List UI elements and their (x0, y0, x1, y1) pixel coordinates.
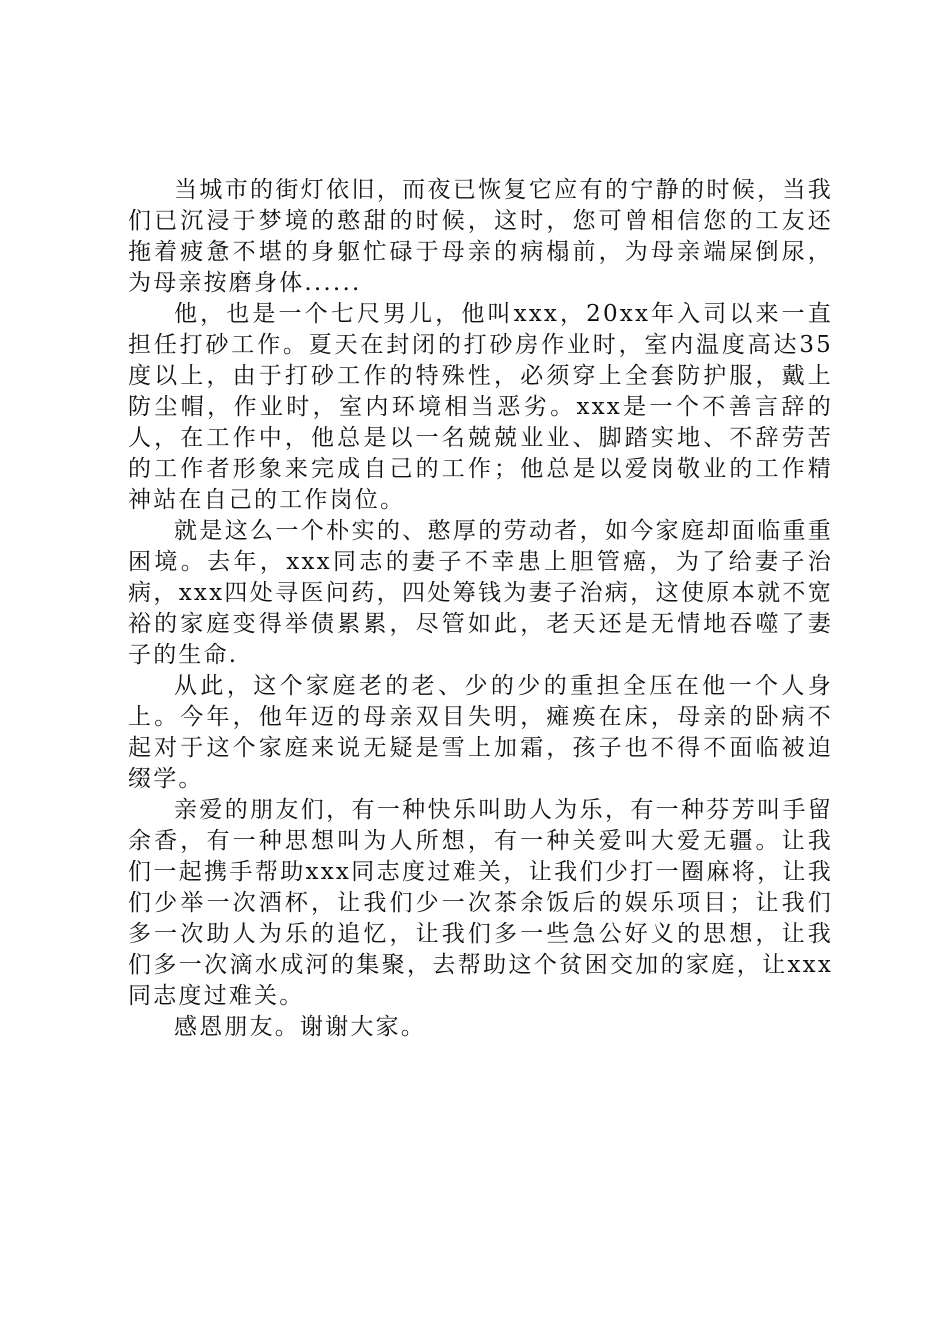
paragraph-1: 当城市的街灯依旧，而夜已恢复它应有的宁静的时候，当我们已沉浸于梦境的憨甜的时候，这时，您可曾相信您的工友还拖着疲惫不堪的身躯忙碌于母亲的病榻前，为母亲端屎倒尿，为母亲按磨身体...... (128, 177, 833, 296)
paragraph-2: 他，也是一个七尺男儿，他叫xxx，20xx年入司以来一直担任打砂工作。夏天在封闭的打砂房作业时，室内温度高达35度以上，由于打砂工作的特殊性，必须穿上全套防护服，戴上防尘帽，作业时，室内环境相当恶劣。xxx是一个不善言辞的人，在工作中，他总是以一名兢兢业业、脚踏实地、不辞劳苦的工作者形象来完成自己的工作；他总是以爱岗敬业的工作精神站在自己的工作岗位。 (128, 301, 833, 513)
paragraph-4: 从此，这个家庭老的老、少的少的重担全压在他一个人身上。今年，他年迈的母亲双目失明，瘫痪在床，母亲的卧病不起对于这个家庭来说无疑是雪上加霜，孩子也不得不面临被迫缀学。 (128, 673, 833, 792)
paragraph-3: 就是这么一个朴实的、憨厚的劳动者，如今家庭却面临重重困境。去年，xxx同志的妻子不幸患上胆管癌，为了给妻子治病，xxx四处寻医问药，四处筹钱为妻子治病，这使原本就不宽裕的家庭变得举债累累，尽管如此，老天还是无情地吞噬了妻子的生命. (128, 518, 833, 668)
paragraph-5: 亲爱的朋友们，有一种快乐叫助人为乐，有一种芬芳叫手留余香，有一种思想叫为人所想，有一种关爱叫大爱无疆。让我们一起携手帮助xxx同志度过难关，让我们少打一圈麻将，让我们少举一次酒杯，让我们少一次茶余饭后的娱乐项目；让我们多一次助人为乐的追忆，让我们多一些急公好义的思想，让我们多一次滴水成河的集聚，去帮助这个贫困交加的家庭，让xxx同志度过难关。 (128, 797, 833, 1009)
paragraph-6: 感恩朋友。谢谢大家。 (174, 1014, 426, 1040)
document-body (128, 175, 833, 1043)
